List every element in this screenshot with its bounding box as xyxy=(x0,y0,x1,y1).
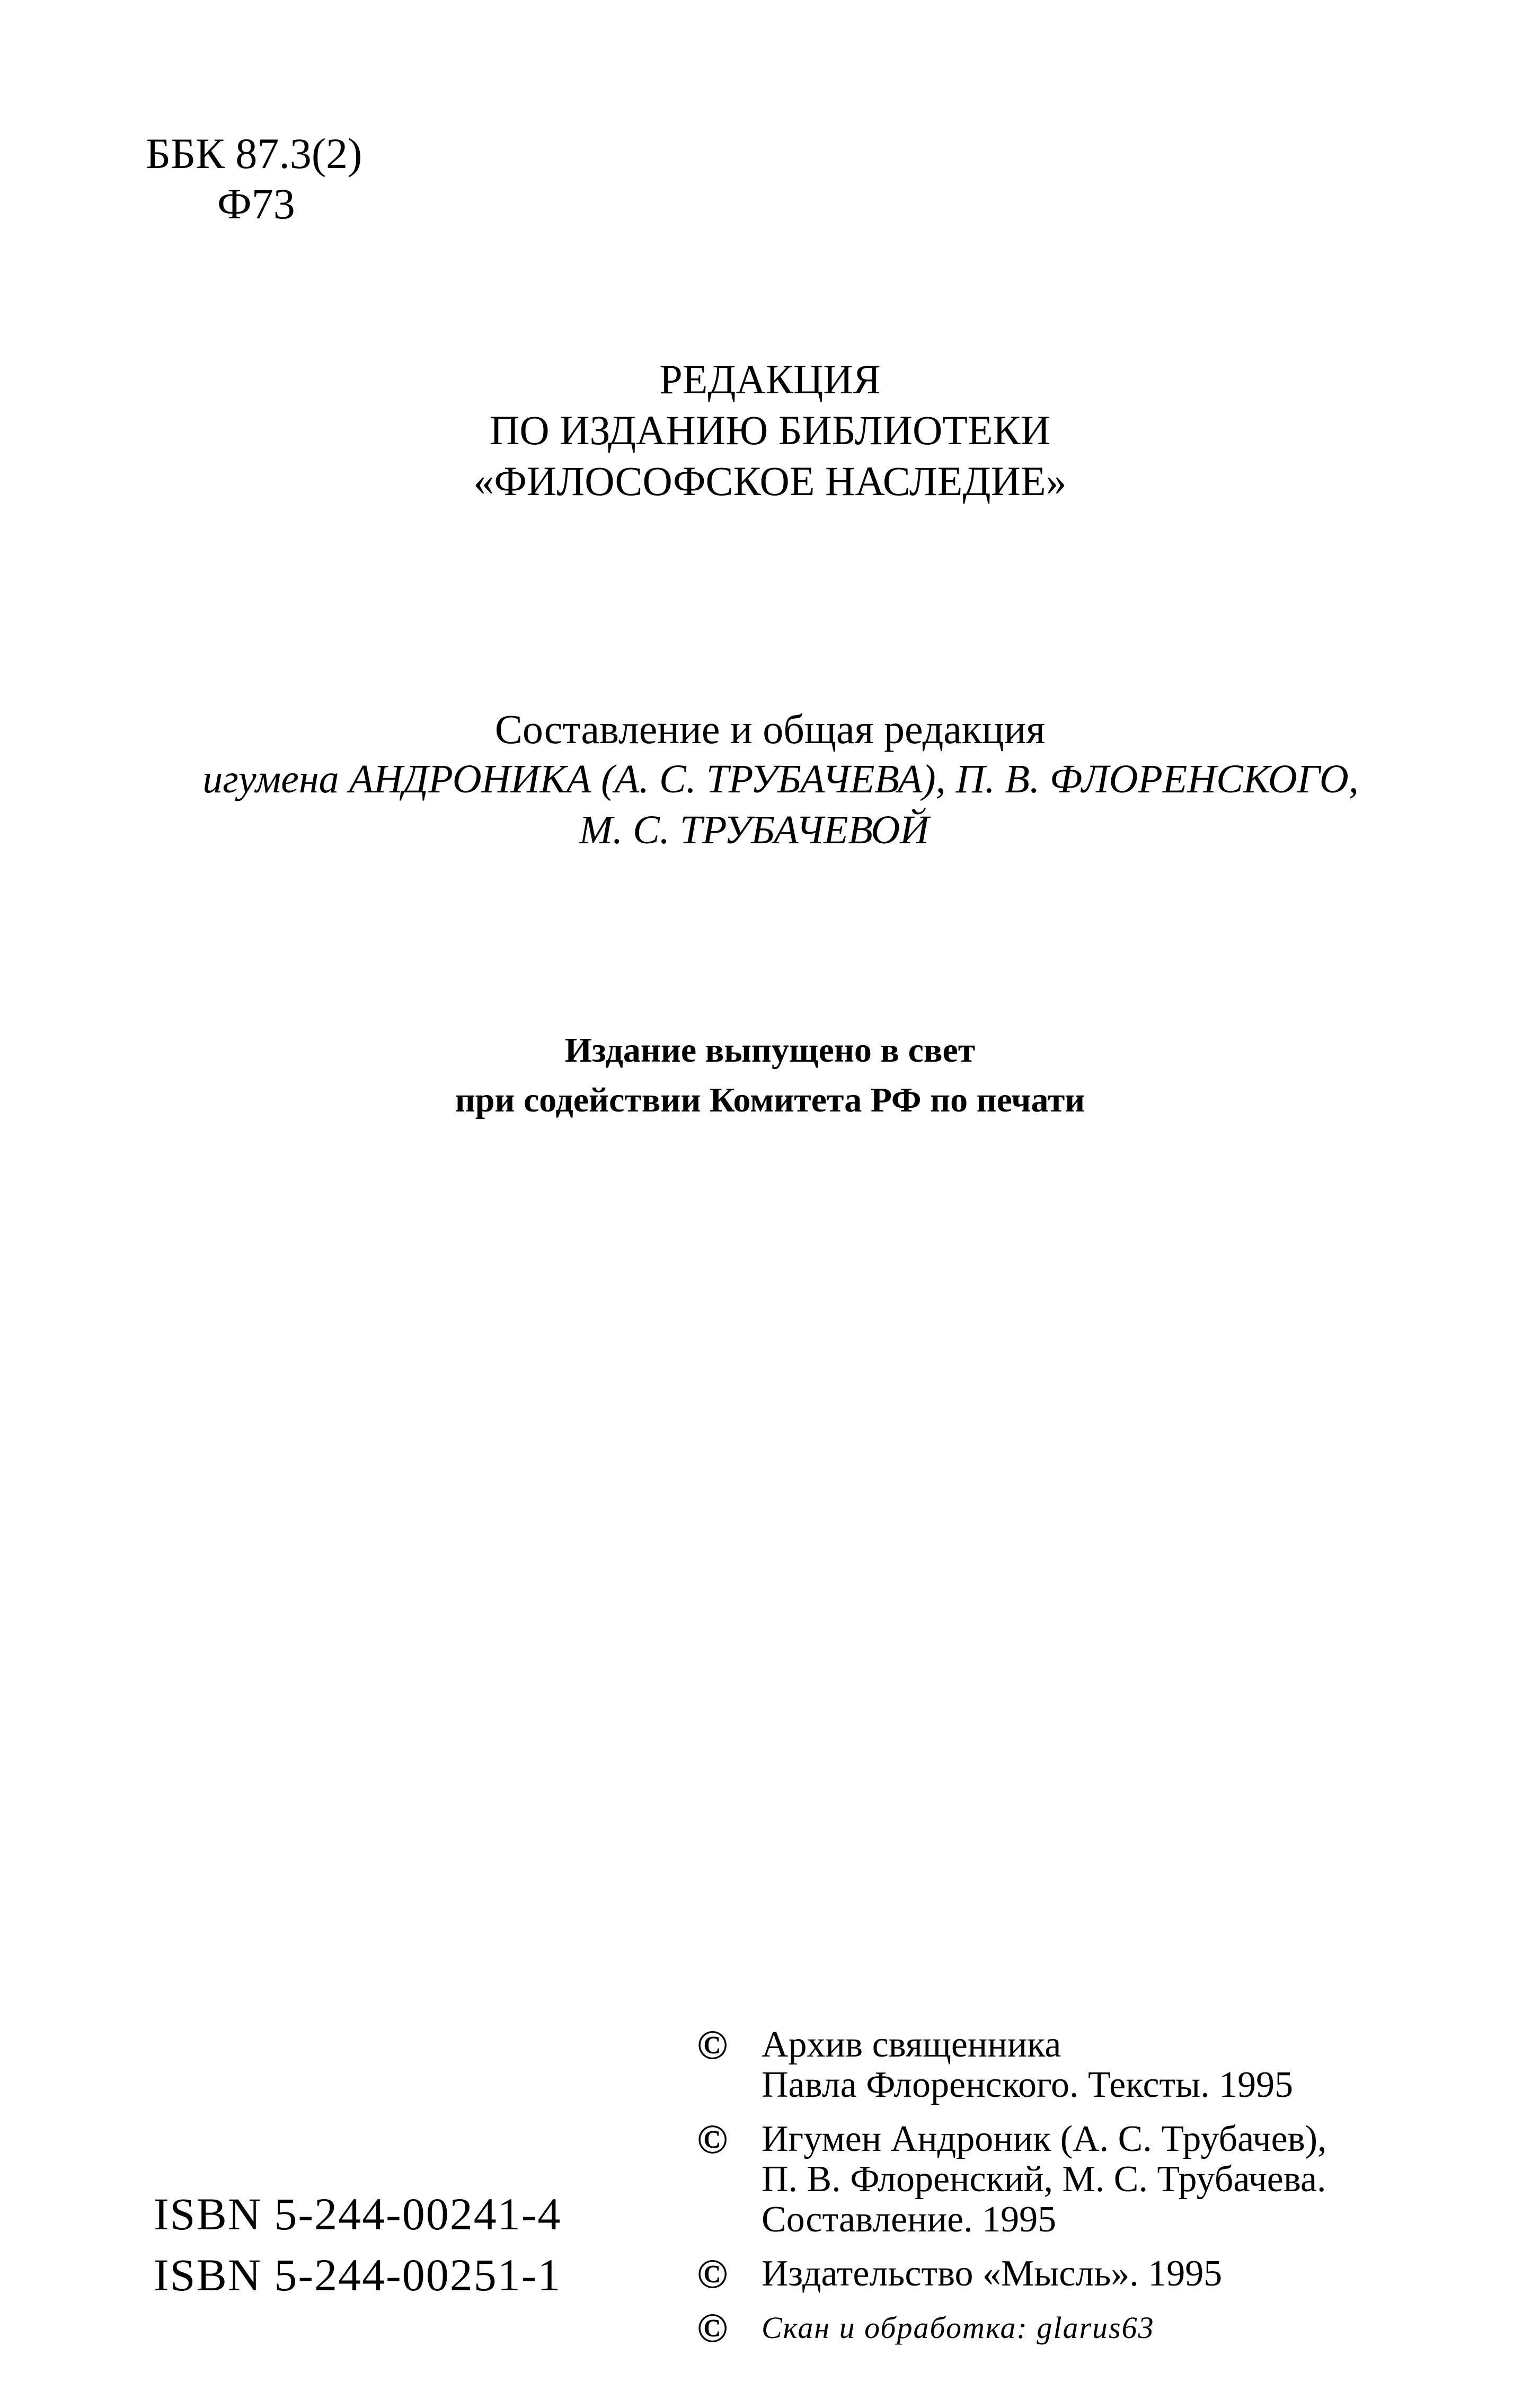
compilation-names-line: М. С. ТРУБАЧЕВОЙ xyxy=(579,808,930,852)
editorial-board-heading xyxy=(0,354,1540,507)
copyright-line: П. В. Флоренский, М. С. Трубачева. xyxy=(762,2159,1326,2200)
copyright-block xyxy=(697,2022,1513,2362)
editorial-line: РЕДАКЦИЯ xyxy=(659,356,881,402)
isbn-block xyxy=(154,2184,561,2306)
isbn-number: ISBN 5-244-00251-1 xyxy=(154,2249,562,2300)
copyright-item xyxy=(697,2022,1513,2105)
copyright-item-scan xyxy=(697,2305,1513,2351)
copyright-icon: © xyxy=(697,2116,728,2162)
copyright-line: Издательство «Мысль». 1995 xyxy=(762,2253,1223,2294)
editorial-line: ПО ИЗДАНИЮ БИБЛИОТЕКИ xyxy=(490,407,1050,453)
publication-notice xyxy=(0,1026,1540,1125)
copyright-icon: © xyxy=(697,2022,728,2068)
editorial-line: «ФИЛОСОФСКОЕ НАСЛЕДИЕ» xyxy=(473,458,1067,504)
notice-line: Издание выпущено в свет xyxy=(564,1031,976,1070)
copyright-item xyxy=(697,2116,1513,2240)
notice-line: при содействии Комитета РФ по печати xyxy=(455,1081,1085,1119)
compilation-names-line: игумена АНДРОНИКА (А. С. ТРУБАЧЕВА), П. В. ФЛОРЕНСКОГО, xyxy=(202,757,1359,801)
isbn-number: ISBN 5-244-00241-4 xyxy=(154,2189,562,2239)
copyright-item xyxy=(697,2251,1513,2297)
copyright-line: Скан и обработка: glarus63 xyxy=(762,2310,1155,2345)
copyright-line: Составление. 1995 xyxy=(762,2199,1057,2240)
copyright-line: Архив священника xyxy=(762,2024,1061,2065)
author-mark: Ф73 xyxy=(217,180,295,228)
compilation-names xyxy=(0,754,1540,855)
copyright-icon: © xyxy=(697,2251,728,2297)
compilation-label: Составление и общая редакция xyxy=(494,706,1046,752)
copyright-line: Игумен Андроник (А. С. Трубачев), xyxy=(762,2119,1327,2159)
copyright-icon: © xyxy=(697,2305,729,2351)
copyright-line: Павла Флоренского. Тексты. 1995 xyxy=(762,2064,1294,2105)
bbk-code: ББК 87.3(2) xyxy=(146,129,362,178)
